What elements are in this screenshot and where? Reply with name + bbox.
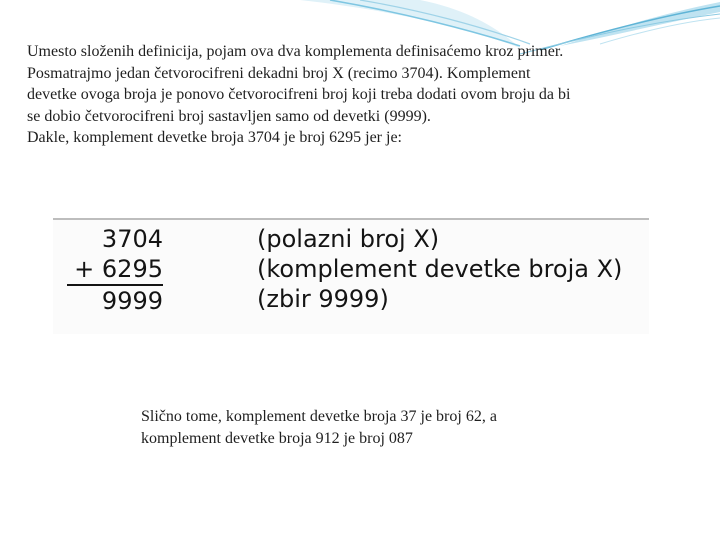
intro-line: se dobio četvorocifreni broj sastavljen samo od devetki (9999). [27, 107, 431, 125]
complement-value: + 6295 [74, 255, 163, 283]
complement-note: (komplement devetke broja X) [257, 255, 623, 283]
closing-line: komplement devetke broja 912 je broj 087 [141, 429, 413, 447]
sum-note: (zbir 9999) [257, 285, 389, 313]
complement-example-box [53, 218, 649, 334]
intro-line: Umesto složenih definicija, pojam ova dva komplementa definisaćemo kroz primer. [27, 43, 564, 60]
addend-value: 3704 [101, 225, 163, 253]
explanation-column [257, 224, 622, 314]
swoosh-band-right [560, 2, 720, 46]
addend-note: (polazni broj X) [257, 225, 440, 253]
closing-line: Slično tome, komplement devetke broja 37 je broj 62, a [141, 408, 497, 425]
intro-paragraph [27, 41, 697, 149]
addition-column [67, 224, 163, 316]
closing-paragraph [141, 406, 601, 449]
intro-line: Dakle, komplement devetke broja 3704 je broj 6295 jer je: [27, 129, 402, 146]
sum-value: 9999 [67, 284, 163, 316]
intro-line: Posmatrajmo jedan četvorocifreni dekadni broj X (recimo 3704). Komplement [27, 64, 531, 82]
intro-line: devetke ovoga broja je ponovo četvorocifreni broj koji treba dodati ovom broju da bi [27, 86, 571, 103]
